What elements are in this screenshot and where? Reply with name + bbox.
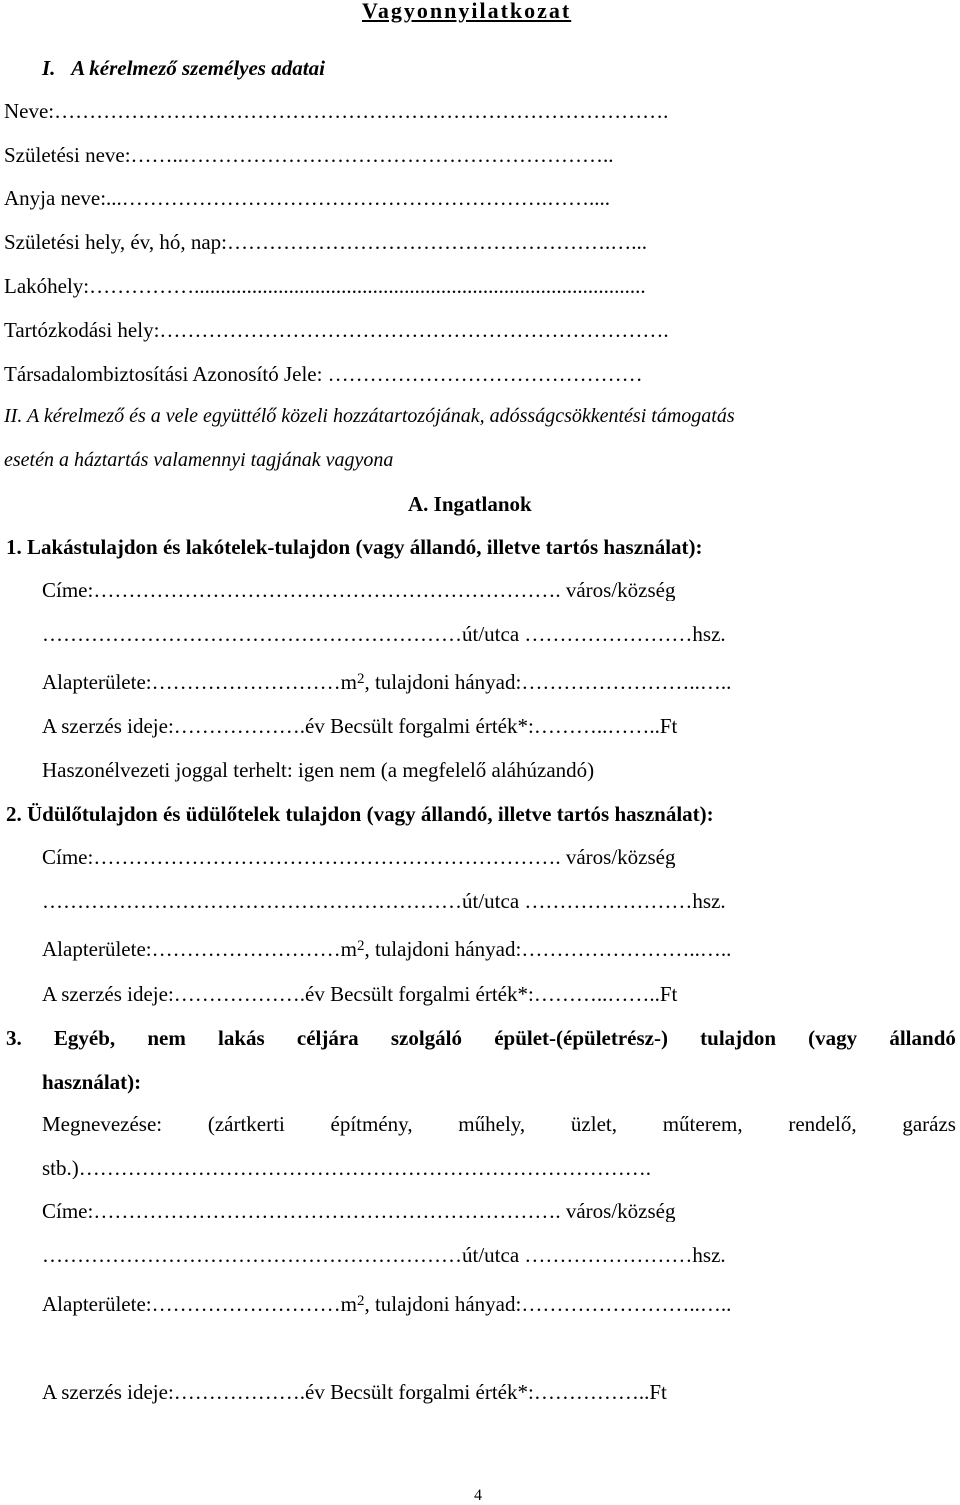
section1-heading <box>42 58 325 79</box>
item2-street: ……………………………………………………út/utca ……………………hsz. <box>42 891 726 912</box>
field-name: Neve:……………………………………………………………………………. <box>4 99 669 123</box>
item1-address: Címe:…………………………………………………………. város/község <box>42 580 676 601</box>
page-number: 4 <box>474 1487 482 1504</box>
item1-area <box>42 672 731 693</box>
subsection-a-heading: A. Ingatlanok <box>408 492 532 516</box>
item3-designation-word: műhely, <box>458 1112 526 1136</box>
field-birth-name: Születési neve:……..…………………………………………………….. <box>4 143 614 167</box>
item2-area-label: Alapterülete:………………………m <box>42 937 357 961</box>
item2-heading: 2. Üdülőtulajdon és üdülőtelek tulajdon (vagy állandó, illetve tartós használat): <box>6 802 714 826</box>
item3-address: Címe:…………………………………………………………. város/község <box>42 1201 676 1222</box>
field-residence: Lakóhely:……………...................................................................................... <box>4 274 646 298</box>
item3-area <box>42 1294 731 1315</box>
section2-heading-line1: II. A kérelmező és a vele együttélő közeli hozzátartozójának, adósságcsökkentési támogatás <box>4 405 735 427</box>
item3-area-sup: 2 <box>356 1293 365 1309</box>
item3-acquisition: A szerzés ideje:……………….év Becsült forgalmi érték*:……………..Ft <box>42 1380 667 1404</box>
item1-share: , tulajdoni hányad:……………………..….. <box>364 670 732 694</box>
item2-area-sup: 2 <box>356 938 365 954</box>
item2-address: Címe:…………………………………………………………. város/község <box>42 847 676 868</box>
item3-designation-word: építmény, <box>330 1112 413 1136</box>
item3-designation-word: üzlet, <box>570 1112 617 1136</box>
item3-heading-word: állandó <box>889 1026 956 1050</box>
item3-designation-word: rendelő, <box>788 1112 857 1136</box>
item3-heading-word: (vagy <box>808 1026 858 1050</box>
item1-street: ……………………………………………………út/utca ……………………hsz. <box>42 624 726 645</box>
item3-heading-word: épület-(épületrész-) <box>494 1026 668 1050</box>
item3-area-label: Alapterülete:………………………m <box>42 1292 357 1316</box>
item3-heading-word: 3. <box>6 1026 22 1050</box>
item3-designation-word: (zártkerti <box>207 1112 285 1136</box>
section1-heading-text: A kérelmező személyes adatai <box>71 56 325 80</box>
item3-heading-word: Egyéb, <box>53 1026 116 1050</box>
item1-acquisition: A szerzés ideje:……………….év Becsült forgalmi érték*:………..……..Ft <box>42 714 678 738</box>
item3-designation-word: műterem, <box>662 1112 743 1136</box>
field-birth-place-date: Születési hely, év, hó, nap:……………………………………………….…... <box>4 230 647 254</box>
item3-heading-word: szolgáló <box>390 1026 463 1050</box>
item3-designation-word: Megnevezése: <box>42 1112 163 1136</box>
section1-heading-num: I. <box>42 56 56 80</box>
item1-usufruct: Haszonélvezeti joggal terhelt: igen nem (a megfelelő aláhúzandó) <box>42 758 595 782</box>
field-taj-number: Társadalombiztosítási Azonosító Jele: ……………………………………… <box>4 362 643 386</box>
item3-heading-line1 <box>6 1028 956 1049</box>
item3-heading-word: lakás <box>218 1026 265 1050</box>
item3-heading-word: nem <box>147 1026 186 1050</box>
item1-heading: 1. Lakástulajdon és lakótelek-tulajdon (vagy állandó, illetve tartós használat): <box>6 535 703 559</box>
section2-heading-line2: esetén a háztartás valamennyi tagjának vagyona <box>4 449 394 471</box>
item3-designation-word: garázs <box>902 1112 956 1136</box>
item2-share: , tulajdoni hányad:……………………..….. <box>364 937 732 961</box>
item3-heading-word: tulajdon <box>700 1026 776 1050</box>
document-title: Vagyonnyilatkozat <box>362 0 572 23</box>
item3-heading-word: céljára <box>296 1026 359 1050</box>
item2-acquisition: A szerzés ideje:……………….év Becsült forgalmi érték*:………..……..Ft <box>42 982 678 1006</box>
item3-share: , tulajdoni hányad:……………………..….. <box>364 1292 732 1316</box>
item3-street: ……………………………………………………út/utca ……………………hsz. <box>42 1245 726 1266</box>
item2-area <box>42 939 731 960</box>
field-mother-name: Anyja neve:...…………………………………………………….…….... <box>4 186 611 210</box>
item1-area-label: Alapterülete:………………………m <box>42 670 357 694</box>
item3-designation <box>42 1114 956 1135</box>
field-temporary-residence: Tartózkodási hely:………………………………………………………………. <box>4 318 669 342</box>
item1-area-sup: 2 <box>356 671 365 687</box>
item3-designation-cont: stb.)………………………………………………………………………. <box>42 1158 651 1179</box>
item3-heading-line2: használat): <box>42 1070 142 1094</box>
